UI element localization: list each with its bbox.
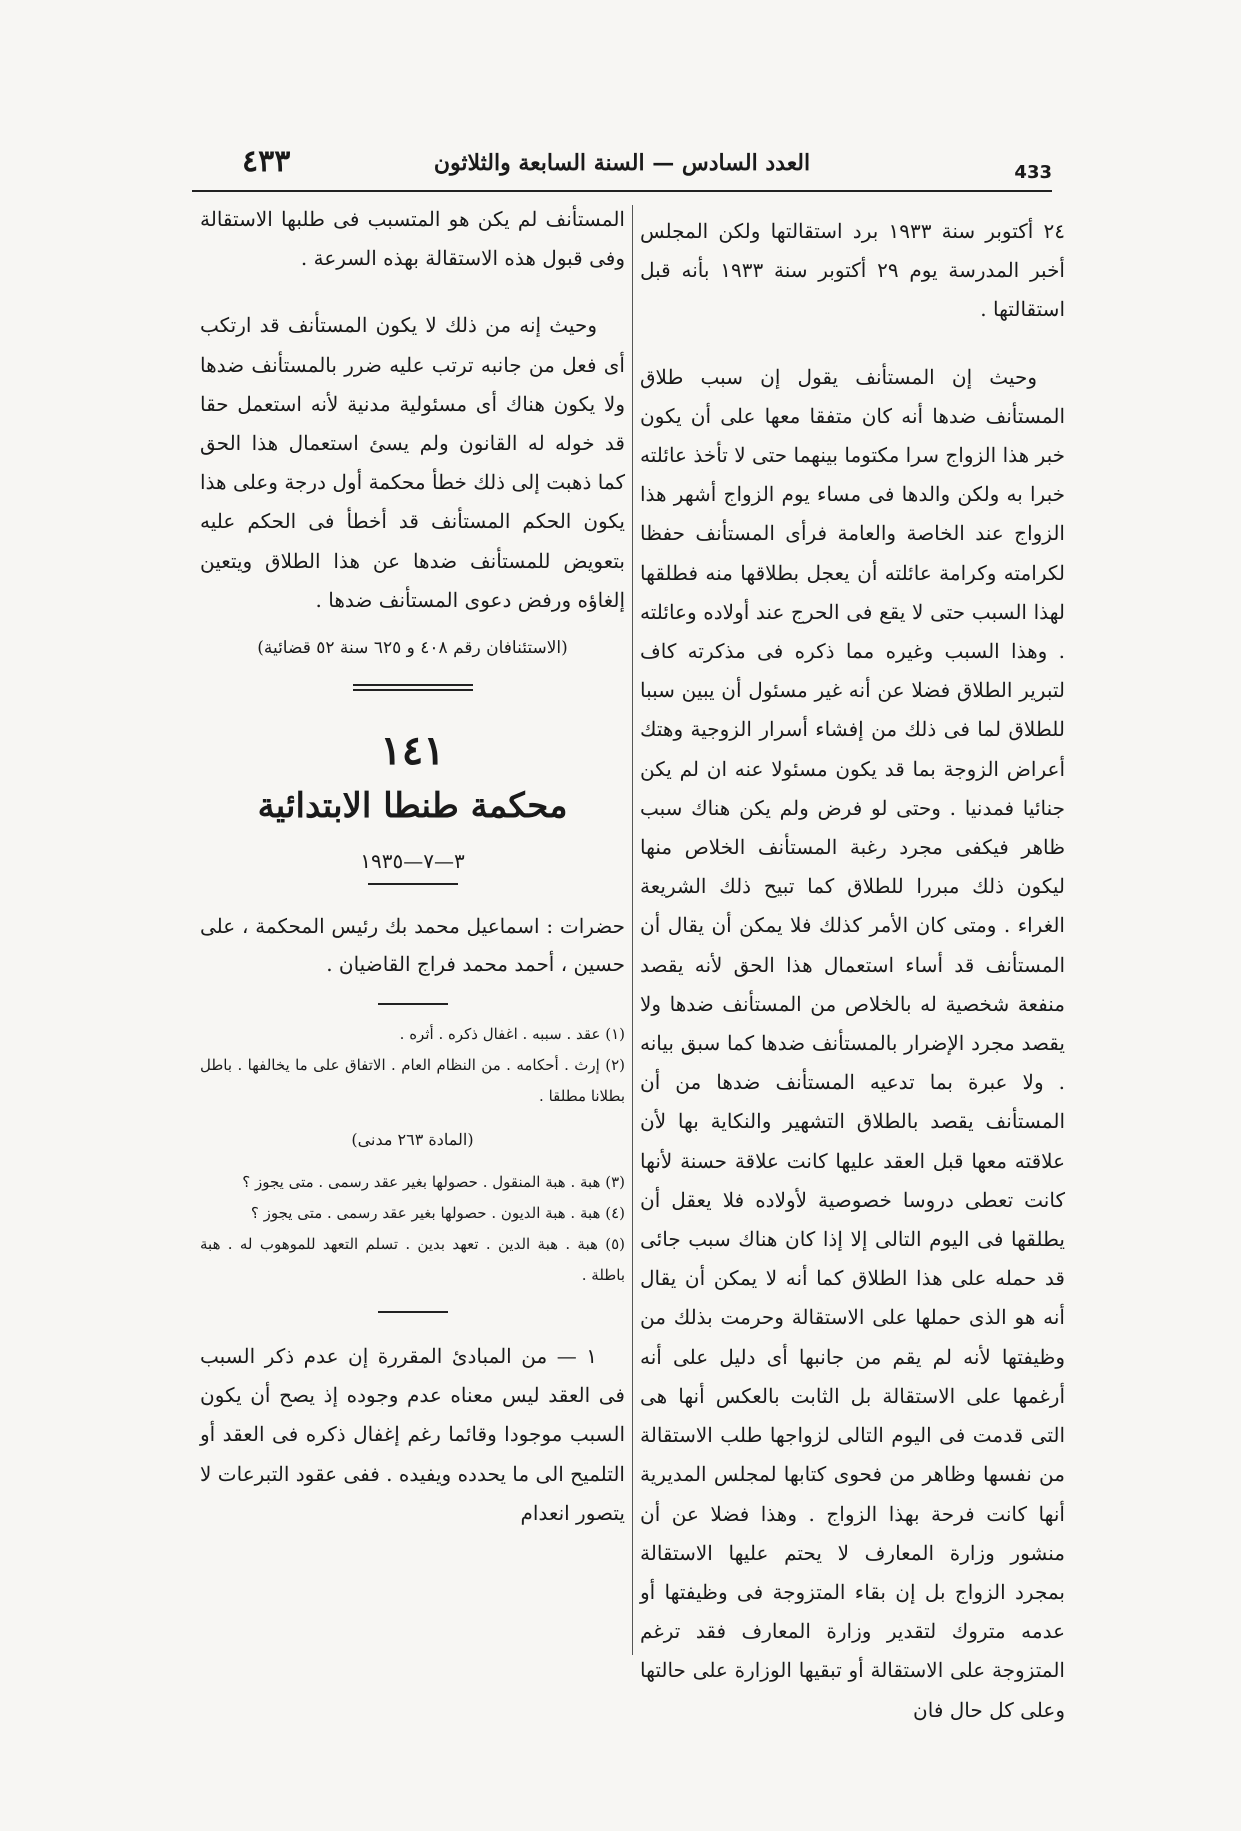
paragraph: المستأنف لم يكن هو المتسبب فى طلبها الاستقالة وفى قبول هذه الاستقالة بهذه السرعة . (200, 207, 625, 271)
left-column (200, 200, 625, 1533)
running-title: العدد السادس — السنة السابعة والثلاثون (433, 150, 811, 176)
article-reference: (المادة ٢٦٣ مدنى) (351, 1130, 474, 1150)
headnote: (٣) هبة . هبة المنقول . حصولها بغير عقد رسمى . متى يجوز ؟ (242, 1173, 625, 1192)
judges-rule (378, 1003, 448, 1005)
headnotes-rule (378, 1311, 448, 1313)
column-divider (632, 205, 633, 1655)
principle-paragraph: ١ — من المبادئ المقررة إن عدم ذكر السبب فى العقد ليس معناه عدم وجوده إذ يصح أن يكون السبب موجودا وقائما رغم إغفال ذكره فى العقد أو التلميح الى ما يحدده ويفيده . ففى عقود التبرعات لا يتصور انعدام (200, 1344, 625, 1525)
paragraph: ٢٤ أكتوبر سنة ١٩٣٣ برد استقالتها ولكن المجلس أخبر المدرسة يوم ٢٩ أكتوبر سنة ١٩٣٣ بأنه قبل استقالتها . (640, 219, 1066, 322)
headnote: (١) عقد . سببه . اغفال ذكره . أثره . (399, 1025, 625, 1044)
headnote: (٤) هبة . هبة الديون . حصولها بغير عقد رسمى . متى يجوز ؟ (250, 1204, 625, 1223)
page-header (192, 140, 1052, 190)
case-number: ١٤١ (380, 727, 445, 775)
header-rule (192, 190, 1052, 192)
page-number-latin: 433 (1014, 162, 1052, 183)
headnotes (200, 1019, 625, 1291)
right-column (640, 212, 1065, 1730)
headnote: (٥) هبة . هبة الدين . تعهد بدين . تسلم التعهد للموهوب له . هبة باطلة . (200, 1235, 625, 1285)
court-name: محكمة طنطا الابتدائية (257, 786, 568, 827)
paragraph: وحيث إن المستأنف يقول إن سبب طلاق المستأنف ضدها أنه كان متفقا معها على أن يكون خبر هذا الزواج سرا مكتوما بينهما حتى لا تأخذ عائلته خبرا به ولكن والدها فى مساء يوم الزواج أشهر هذا الزواج عند الخاصة والعامة فرأى المستأنف حفظا لكرامته وكرامة عائلته أن يعجل بطلاقها منه فطلقها لهذا السبب حتى لا يقع فى الحرج عند أولاده وعائلته . وهذا السبب وغيره مما ذكره فى مذكرته كاف لتبرير الطلاق فضلا عن أنه غير مسئول أن يبين سببا للطلاق لما فى ذلك من إفشاء أسرار الزوجية وهتك أعراض الزوجة بما قد يكون مسئولا عنه ان لم يكن جنائيا فمدنيا . وحتى لو فرض ولم يكن هناك سبب ظاهر فيكفى مجرد رغبة المستأنف الخلاص منها ليكون ذلك مبررا للطلاق كما تبيح ذلك الشريعة الغراء . ومتى كان الأمر كذلك فلا يمكن أن يقال أن المستأنف قد أساء استعمال هذا الحق لأنه يقصد منفعة شخصية له بالخلاص من المستأنف ضدها ولا يقصد مجرد الإضرار بالمستأنف ضدها كما سبق بيانه . ولا عبرة بما تدعيه المستأنف ضدها من أن المستأنف يقصد بالطلاق التشهير والنكاية بها لأن علاقته معها قبل العقد عليها كانت علاقة حسنة لأنها كانت تعطى دروسا خصوصية لأولاده فلا يعقل أن يطلقها فى اليوم التالى إلا إذا كان هناك سبب جائى قد حمله على هذا الطلاق كما أنه لا يمكن أن يقال أنه هو الذى حملها على الاستقالة وحرمت بذلك من وظيفتها لأنه لم يقم من جانبها أى دليل على أنه أرغمها على الاستقالة بل الثابت بالعكس أنها هى التى قدمت فى اليوم التالى لزواجها طلب الاستقالة من نفسها وظاهر من فحوى كتابها لمجلس المديرية أنها كانت فرحة بهذا الزواج . وهذا فضلا عن أن منشور وزارة المعارف لا يحتم عليها الاستقالة بمجرد الزواج بل إن بقاء المتزوجة فى وظيفتها أو عدمه متروك لتقدير وزارة المعارف فقد ترغم المتزوجة على الاستقالة أو تبقيها الوزارة على حالتها وعلى كل حال فان (640, 364, 1065, 1722)
page-number-arabic: ٤٣٣ (242, 144, 291, 179)
appeal-reference: (الاستئنافان رقم ٤٠٨ و ٦٢٥ سنة ٥٢ قضائية) (257, 638, 568, 659)
date-rule (368, 883, 458, 885)
headnote: (٢) إرث . أحكامه . من النظام العام . الاتفاق على ما يخالفها . باطل بطلانا مطلقا . (200, 1056, 625, 1106)
paragraph: وحيث إنه من ذلك لا يكون المستأنف قد ارتكب أى فعل من جانبه ترتب عليه ضرر بالمستأنف ضدها ولا يكون هناك أى مسئولية مدنية لأنه استعمل حقا قد خوله له القانون ولم يسئ استعمال هذا الحق كما ذهبت إلى ذلك خطأ محكمة أول درجة وعلى هذا يكون الحكم المستأنف قد أخطأ فى الحكم عليه بتعويض للمستأنف ضدها عن هذا الطلاق ويتعين إلغاؤه ورفض دعوى المستأنف ضدها . (200, 313, 625, 612)
judges-panel: حضرات : اسماعيل محمد بك رئيس المحكمة ، على حسين ، أحمد محمد فراج القاضيان . (200, 914, 625, 977)
section-rule (353, 684, 473, 691)
judgment-date: ٣—٧—١٩٣٥ (360, 849, 465, 874)
